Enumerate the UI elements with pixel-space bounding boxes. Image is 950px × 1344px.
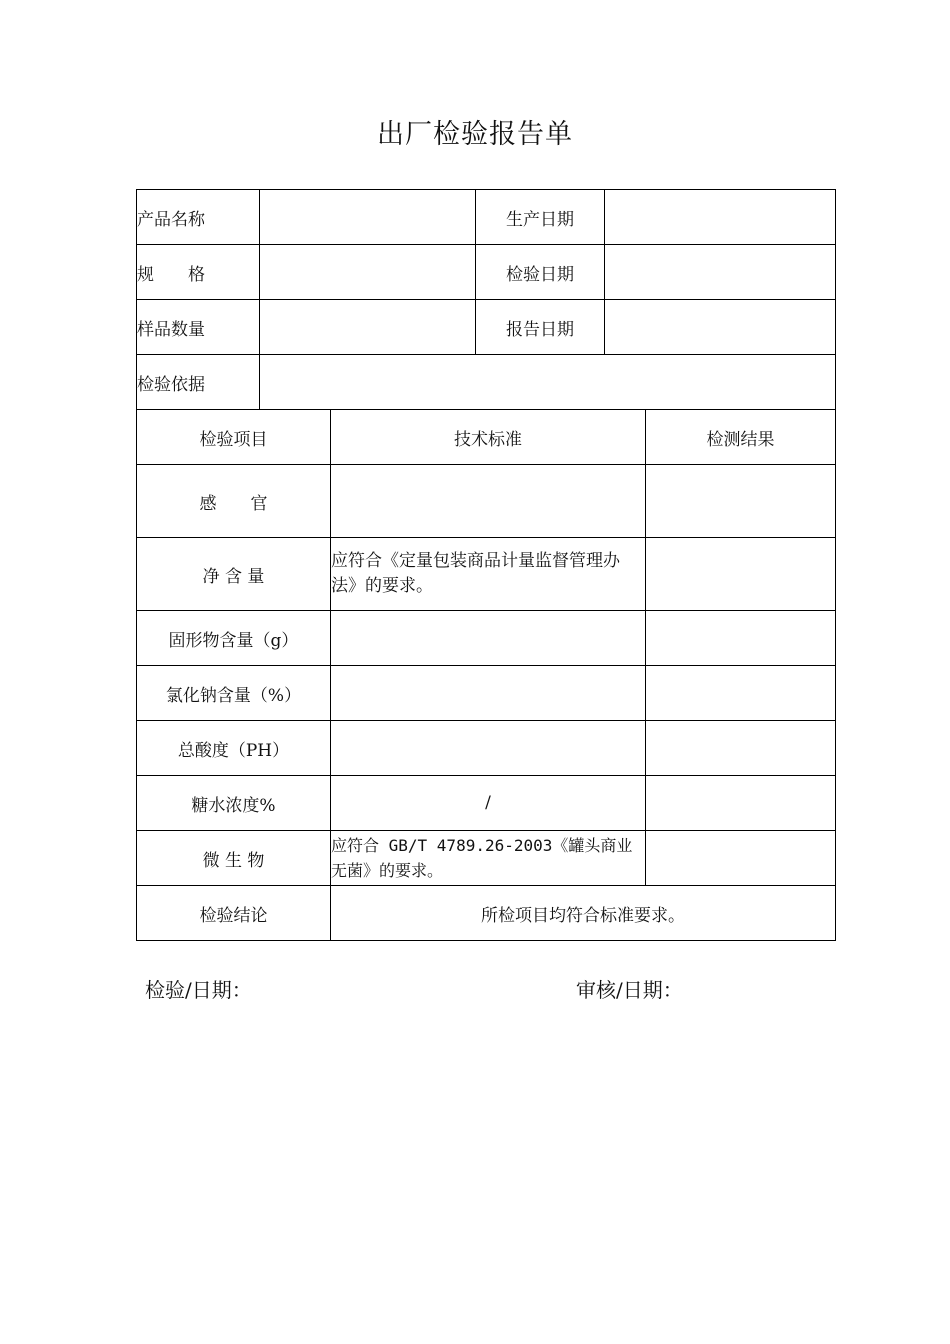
header-result: 检测结果 bbox=[646, 410, 836, 465]
header-item: 检验项目 bbox=[137, 410, 331, 465]
table-row bbox=[137, 776, 836, 831]
spec-label: 规 格 bbox=[137, 245, 260, 300]
conclusion-label: 检验结论 bbox=[137, 886, 331, 941]
inspector-signature-label: 检验/日期： bbox=[145, 978, 252, 1002]
info-row-spec bbox=[137, 245, 836, 300]
report-date-value bbox=[605, 300, 836, 355]
table-row bbox=[137, 831, 836, 886]
result-cell bbox=[646, 776, 836, 831]
item-cell: 氯化钠含量（%） bbox=[137, 666, 331, 721]
item-cell: 微 生 物 bbox=[137, 831, 331, 886]
production-date-label: 生产日期 bbox=[476, 190, 605, 245]
item-cell: 感 官 bbox=[137, 465, 331, 538]
product-name-value bbox=[260, 190, 476, 245]
item-cell: 净 含 量 bbox=[137, 538, 331, 611]
table-row bbox=[137, 721, 836, 776]
item-cell: 总酸度（PH） bbox=[137, 721, 331, 776]
result-cell bbox=[646, 721, 836, 776]
standard-cell bbox=[331, 666, 646, 721]
result-cell bbox=[646, 666, 836, 721]
info-row-product bbox=[137, 190, 836, 245]
table-row bbox=[137, 465, 836, 538]
sample-qty-label: 样品数量 bbox=[137, 300, 260, 355]
basis-value bbox=[260, 355, 836, 410]
result-cell bbox=[646, 611, 836, 666]
conclusion-row bbox=[137, 886, 836, 941]
spec-value bbox=[260, 245, 476, 300]
inspection-date-label: 检验日期 bbox=[476, 245, 605, 300]
standard-cell: / bbox=[331, 776, 646, 831]
inspection-report-table bbox=[136, 189, 836, 941]
item-cell: 固形物含量（g） bbox=[137, 611, 331, 666]
result-cell bbox=[646, 831, 836, 886]
standard-cell: 应符合《定量包装商品计量监督管理办法》的要求。 bbox=[331, 538, 646, 611]
table-row bbox=[137, 538, 836, 611]
inspection-date-value bbox=[605, 245, 836, 300]
basis-label: 检验依据 bbox=[137, 355, 260, 410]
header-standard: 技术标准 bbox=[331, 410, 646, 465]
info-row-basis bbox=[137, 355, 836, 410]
table-row bbox=[137, 611, 836, 666]
report-title: 出厂检验报告单 bbox=[377, 119, 573, 150]
product-name-label: 产品名称 bbox=[137, 190, 260, 245]
result-cell bbox=[646, 538, 836, 611]
standard-cell bbox=[331, 465, 646, 538]
reviewer-signature-label: 审核/日期： bbox=[576, 978, 683, 1002]
conclusion-text: 所检项目均符合标准要求。 bbox=[331, 886, 836, 941]
standard-cell bbox=[331, 721, 646, 776]
table-row bbox=[137, 666, 836, 721]
result-cell bbox=[646, 465, 836, 538]
standard-cell: 应符合 GB/T 4789.26-2003《罐头商业无菌》的要求。 bbox=[331, 831, 646, 886]
item-cell: 糖水浓度% bbox=[137, 776, 331, 831]
sample-qty-value bbox=[260, 300, 476, 355]
table-header-row bbox=[137, 410, 836, 465]
report-date-label: 报告日期 bbox=[476, 300, 605, 355]
standard-cell bbox=[331, 611, 646, 666]
production-date-value bbox=[605, 190, 836, 245]
info-row-sample bbox=[137, 300, 836, 355]
